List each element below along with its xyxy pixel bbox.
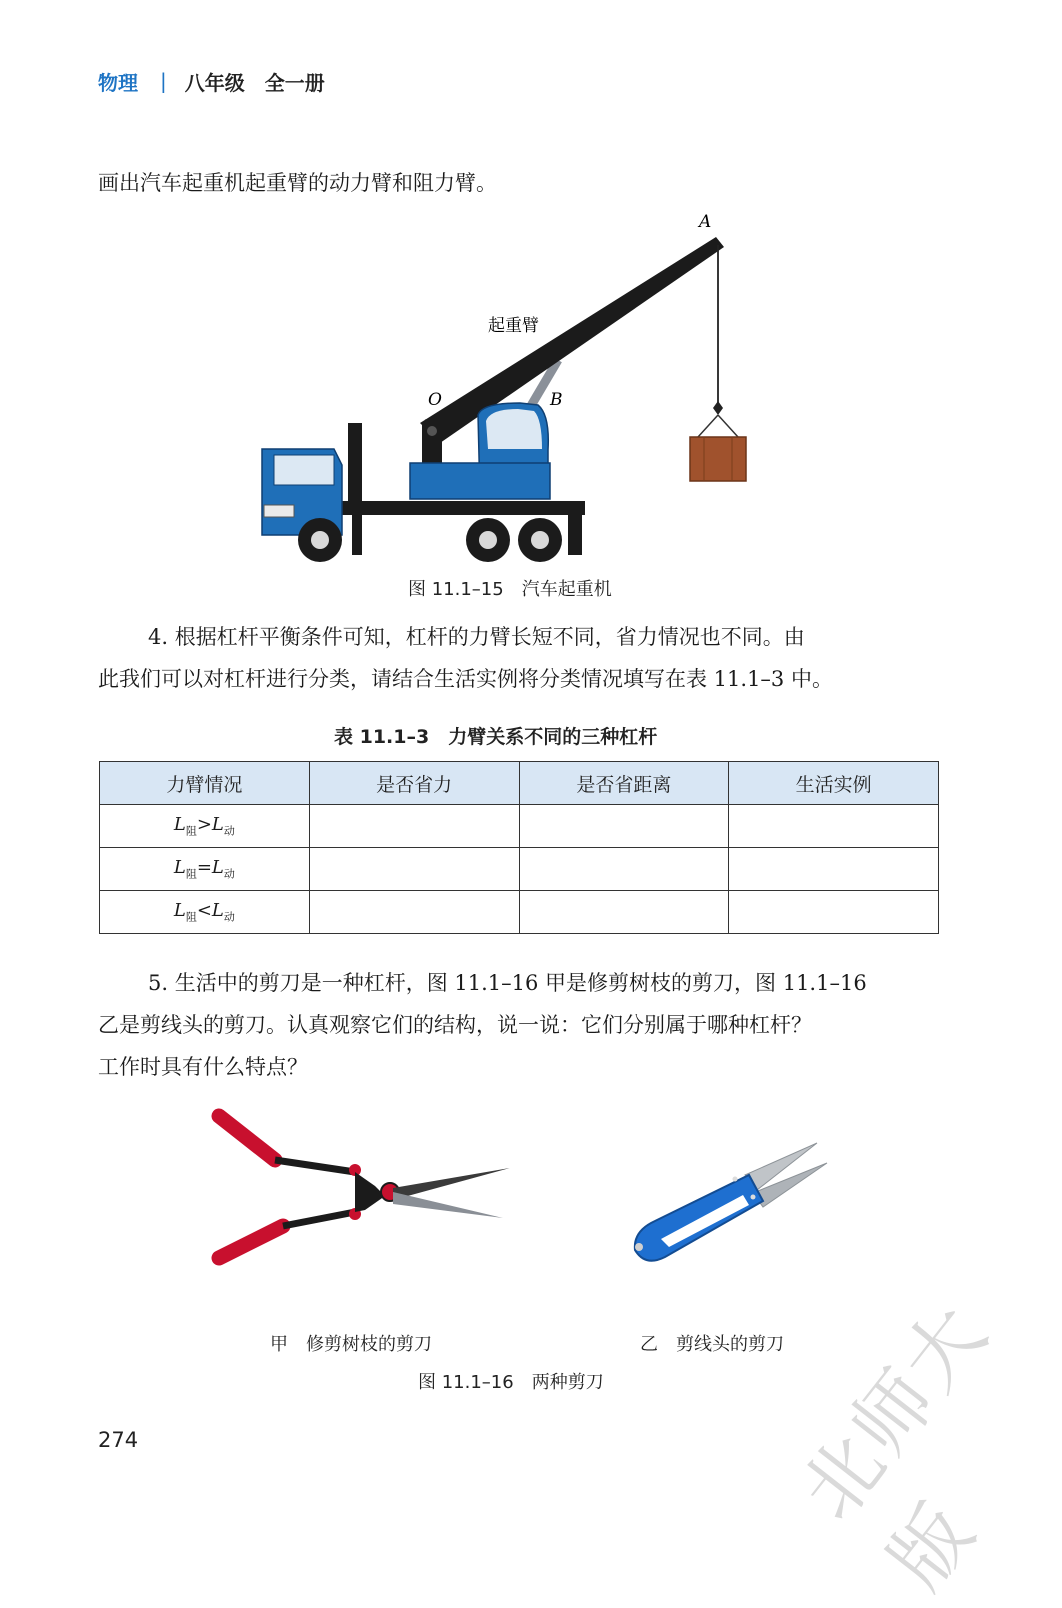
figure-label-hedge-shears: 甲 修剪树枝的剪刀 — [270, 1334, 432, 1355]
label-point-o: O — [428, 390, 442, 410]
question-4-line-1: 4. 根据杠杆平衡条件可知，杠杆的力臂长短不同，省力情况也不同。由 — [148, 625, 805, 649]
grade-label: 八年级 — [184, 70, 245, 95]
intro-text: 画出汽车起重机起重臂的动力臂和阻力臂。 — [98, 171, 497, 195]
thread-snips-image — [625, 1135, 835, 1270]
question-5-line-3: 工作时具有什么特点？ — [98, 1055, 308, 1079]
blank-answer-cell[interactable] — [309, 805, 519, 848]
running-header — [98, 66, 325, 96]
table-row — [100, 805, 939, 848]
arm-condition-cell: $L_阻=L_动$ — [100, 848, 310, 891]
table-row — [100, 848, 939, 891]
question-5-line-2: 乙是剪线头的剪刀。认真观察它们的结构，说一说：它们分别属于哪种杠杆？ — [98, 1013, 812, 1037]
cargo-box — [690, 437, 746, 481]
blank-answer-cell[interactable] — [519, 848, 729, 891]
blank-answer-cell[interactable] — [729, 891, 939, 934]
snip-handle — [635, 1175, 763, 1261]
subject-title: 物理 — [98, 70, 138, 95]
table-header-row — [100, 762, 939, 805]
blank-answer-cell[interactable] — [519, 891, 729, 934]
crane-illustration — [250, 205, 770, 570]
header-separator: | — [160, 69, 167, 93]
arm-condition-cell: $L_阻>L_动$ — [100, 805, 310, 848]
blank-answer-cell[interactable] — [309, 848, 519, 891]
lower-blade — [393, 1192, 503, 1218]
table-row — [100, 891, 939, 934]
arm-condition-cell: $L_阻<L_动$ — [100, 891, 310, 934]
upper-handle-grip — [219, 1116, 275, 1160]
figure-caption-crane: 图 11.1–15 汽车起重机 — [408, 579, 612, 600]
column-header: 是否省距离 — [519, 762, 729, 805]
blank-answer-cell[interactable] — [309, 891, 519, 934]
page-number: 274 — [98, 1428, 139, 1452]
column-header: 是否省力 — [309, 762, 519, 805]
blank-answer-cell[interactable] — [729, 848, 939, 891]
label-boom: 起重臂 — [488, 316, 539, 336]
volume-label: 全一册 — [264, 70, 325, 95]
table-title: 表 11.1–3 力臂关系不同的三种杠杆 — [334, 726, 658, 748]
figure-label-thread-snips: 乙 剪线头的剪刀 — [640, 1334, 784, 1355]
crane-body — [410, 463, 550, 499]
column-header: 力臂情况 — [100, 762, 310, 805]
blank-answer-cell[interactable] — [519, 805, 729, 848]
figure-caption-scissors: 图 11.1–16 两种剪刀 — [418, 1372, 604, 1393]
question-5-line-1: 5. 生活中的剪刀是一种杠杆，图 11.1–16 甲是修剪树枝的剪刀，图 11.1–16 — [148, 971, 867, 995]
publisher-watermark: 北师大版 — [784, 1287, 1007, 1606]
question-4-line-2: 此我们可以对杠杆进行分类，请结合生活实例将分类情况填写在表 11.1–3 中。 — [98, 667, 833, 691]
crane-boom — [420, 237, 724, 443]
lower-handle-grip — [219, 1226, 283, 1258]
label-point-b: B — [550, 390, 563, 410]
lever-table — [99, 761, 939, 934]
label-point-a: A — [699, 212, 712, 232]
column-header: 生活实例 — [729, 762, 939, 805]
upper-blade — [393, 1168, 510, 1200]
hedge-shears-image — [205, 1100, 525, 1290]
blank-answer-cell[interactable] — [729, 805, 939, 848]
